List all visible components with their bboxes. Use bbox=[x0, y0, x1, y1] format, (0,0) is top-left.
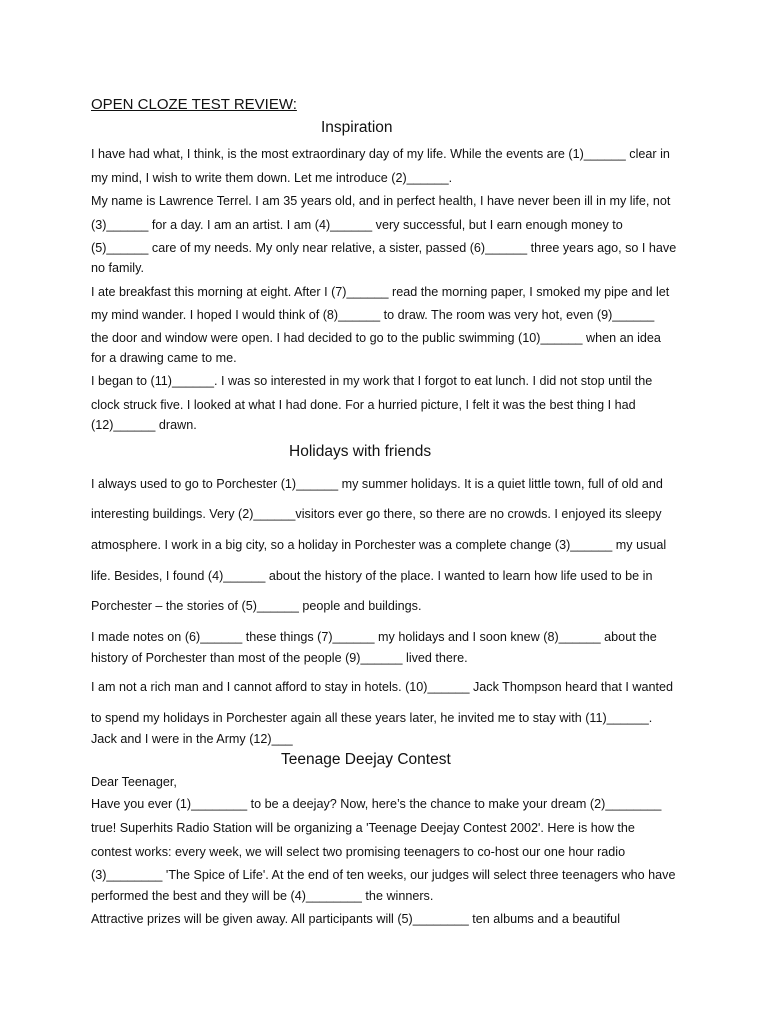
paragraph-line: to spend my holidays in Porchester again all these years later, he invited me to stay with (11)______. bbox=[91, 711, 653, 725]
paragraph-line: clock struck five. I looked at what I had done. For a hurried picture, I felt it was the best thing I had bbox=[91, 398, 636, 412]
paragraph-line: the door and window were open. I had decided to go to the public swimming (10)______ when an idea bbox=[91, 331, 661, 345]
paragraph-line: Dear Teenager, bbox=[91, 775, 177, 789]
paragraph-line: atmosphere. I work in a big city, so a holiday in Porchester was a complete change (3)______ my usual bbox=[91, 538, 667, 552]
paragraph-line: I began to (11)______. I was so interested in my work that I forgot to eat lunch. I did not stop until the bbox=[91, 374, 653, 388]
paragraph-line: history of Porchester than most of the people (9)______ lived there. bbox=[91, 651, 468, 665]
paragraph-line: My name is Lawrence Terrel. I am 35 years old, and in perfect health, I have never been ill in my life, not bbox=[91, 194, 671, 208]
paragraph-line: Have you ever (1)________ to be a deejay? Now, here’s the chance to make your dream (2)________ bbox=[91, 797, 662, 811]
paragraph-line: I made notes on (6)______ these things (7)______ my holidays and I soon knew (8)______ about the bbox=[91, 630, 657, 644]
paragraph-line: I am not a rich man and I cannot afford to stay in hotels. (10)______ Jack Thompson heard that I wanted bbox=[91, 680, 673, 694]
paragraph-line: my mind wander. I hoped I would think of (8)______ to draw. The room was very hot, even (9)______ bbox=[91, 308, 655, 322]
paragraph-line: interesting buildings. Very (2)______visitors ever go there, so there are no crowds. I enjoyed its sleepy bbox=[91, 507, 662, 521]
paragraph-line: (12)______ drawn. bbox=[91, 418, 197, 432]
paragraph-line: contest works: every week, we will select two promising teenagers to co-host our one hour radio bbox=[91, 845, 626, 859]
paragraph-line: no family. bbox=[91, 261, 144, 275]
paragraph-line: I ate breakfast this morning at eight. After I (7)______ read the morning paper, I smoked my pipe and let bbox=[91, 285, 670, 299]
paragraph-line: (3)________ 'The Spice of Life'. At the end of ten weeks, our judges will select three teenagers who have bbox=[91, 868, 676, 882]
section-heading-deejay: Teenage Deejay Contest bbox=[281, 751, 451, 768]
paragraph-line: (3)______ for a day. I am an artist. I am (4)______ very successful, but I earn enough money to bbox=[91, 218, 623, 232]
paragraph-line: performed the best and they will be (4)________ the winners. bbox=[91, 889, 434, 903]
paragraph-line: for a drawing came to me. bbox=[91, 351, 237, 365]
section-heading-inspiration: Inspiration bbox=[321, 119, 393, 136]
paragraph-line: Jack and I were in the Army (12)___ bbox=[91, 732, 293, 746]
paragraph-line: I always used to go to Porchester (1)______ my summer holidays. It is a quiet little town, full of old and bbox=[91, 477, 663, 491]
paragraph-line: (5)______ care of my needs. My only near relative, a sister, passed (6)______ three years ago, so I have bbox=[91, 241, 677, 255]
paragraph-line: true! Superhits Radio Station will be organizing a 'Teenage Deejay Contest 2002'. Here is how the bbox=[91, 821, 635, 835]
paragraph-line: Porchester – the stories of (5)______ people and buildings. bbox=[91, 599, 422, 613]
section-heading-holidays: Holidays with friends bbox=[289, 443, 432, 460]
paragraph-line: Attractive prizes will be given away. All participants will (5)________ ten albums and a beautiful bbox=[91, 912, 620, 926]
paragraph-line: life. Besides, I found (4)______ about the history of the place. I wanted to learn how life used to be in bbox=[91, 569, 653, 583]
page-title: OPEN CLOZE TEST REVIEW: bbox=[91, 96, 297, 113]
paragraph-line: my mind, I wish to write them down. Let me introduce (2)______. bbox=[91, 171, 453, 185]
paragraph-line: I have had what, I think, is the most extraordinary day of my life. While the events are (1)______ clear in bbox=[91, 147, 670, 161]
